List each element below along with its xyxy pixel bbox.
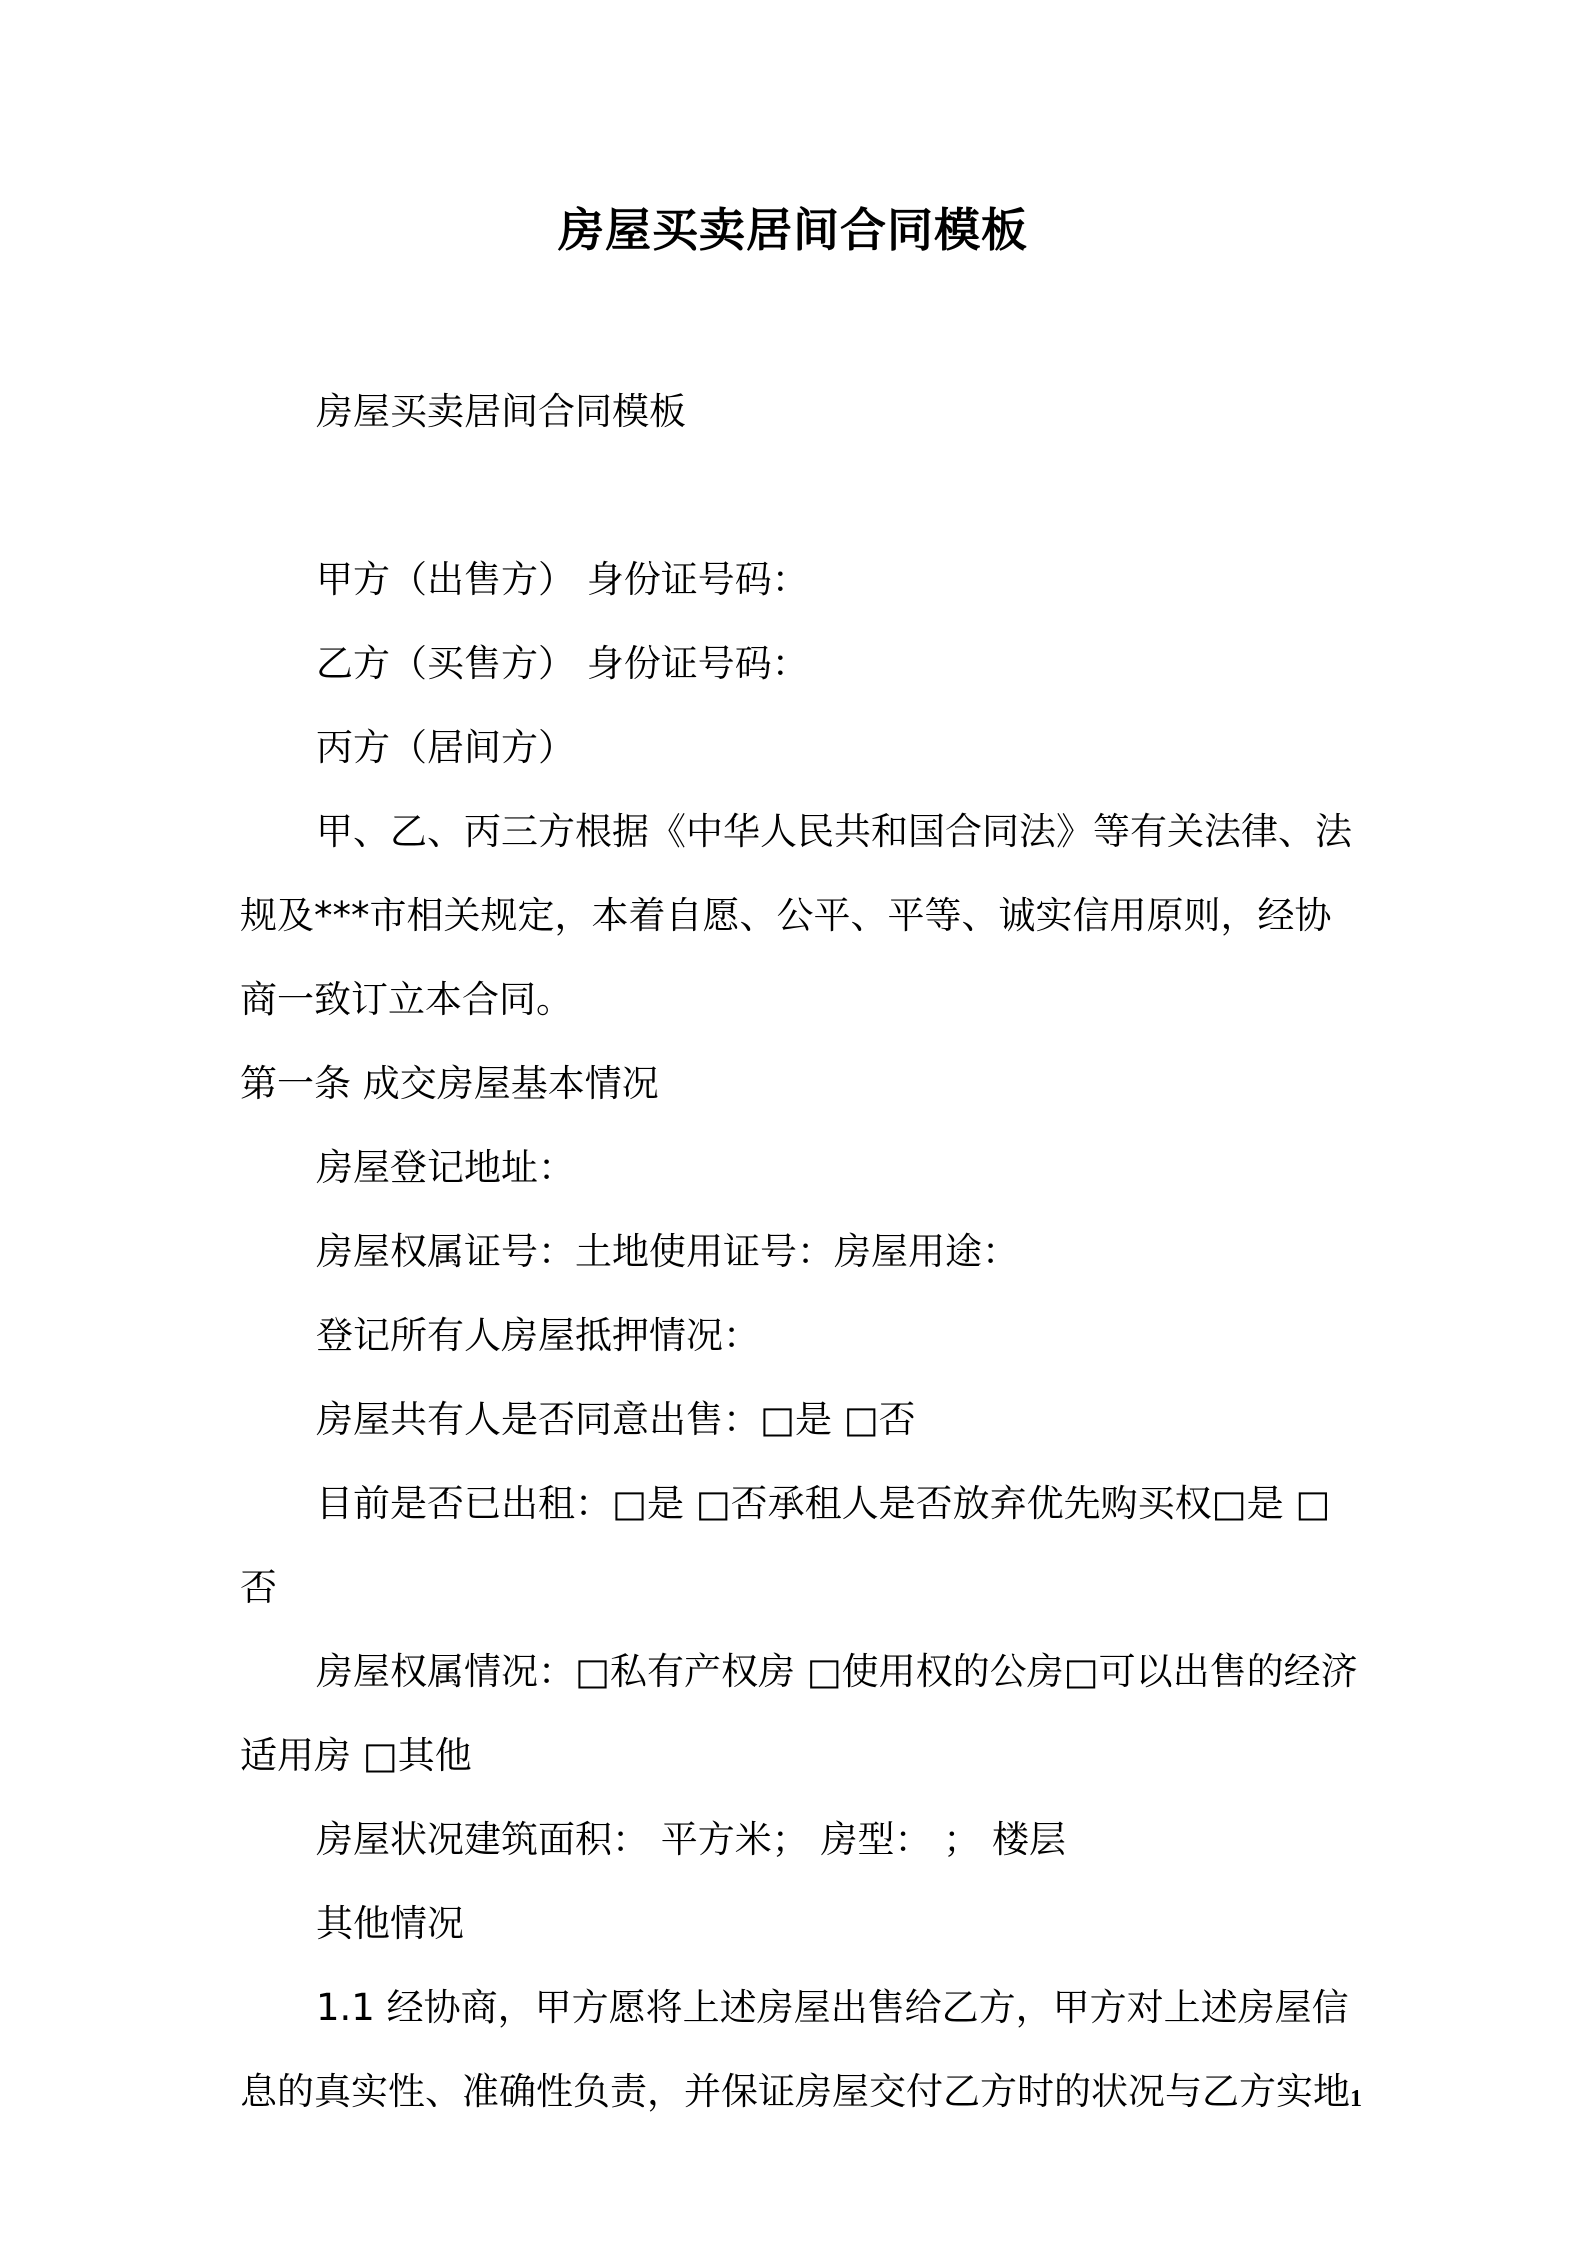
preamble-paragraph: 甲、乙、丙三方根据《中华人民共和国合同法》等有关法律、法规及***市相关规定，本着自愿、公平、平等、诚实信用原则，经协商一致订立本合同。 (240, 810, 1352, 1021)
address-line: 房屋登记地址： (316, 1146, 575, 1189)
party-c-line: 丙方（居间方） (316, 726, 575, 769)
co-owner-line: 房屋共有人是否同意出售：□是 □否 (316, 1398, 916, 1441)
document-body (240, 370, 1360, 2134)
subtitle: 房屋买卖居间合同模板 (316, 390, 686, 433)
party-b-line: 乙方（买售方） 身份证号码： (316, 642, 809, 685)
rental-line: 目前是否已出租：□是 □否承租人是否放弃优先购买权□是 □否 (240, 1482, 1331, 1609)
other-line: 其他情况 (316, 1902, 464, 1945)
condition-line: 房屋状况建筑面积： 平方米； 房型： ； 楼层 (316, 1818, 1067, 1861)
party-a-line: 甲方（出售方） 身份证号码： (316, 558, 809, 601)
ownership-paragraph: 房屋权属情况：□私有产权房 □使用权的公房□可以出售的经济适用房 □其他 (240, 1650, 1358, 1777)
mortgage-line: 登记所有人房屋抵押情况： (316, 1314, 760, 1357)
clause-1-1-paragraph: 1.1 经协商，甲方愿将上述房屋出售给乙方，甲方对上述房屋信息的真实性、准确性负责，并保证房屋交付乙方时的状况与乙方实地 (240, 1986, 1350, 2113)
document-title: 房屋买卖居间合同模板 (558, 203, 1028, 257)
page-number: 1 (1350, 2086, 1362, 2112)
article-1-heading: 第一条 成交房屋基本情况 (240, 1062, 659, 1105)
certificates-line: 房屋权属证号：土地使用证号：房屋用途： (316, 1230, 1019, 1273)
